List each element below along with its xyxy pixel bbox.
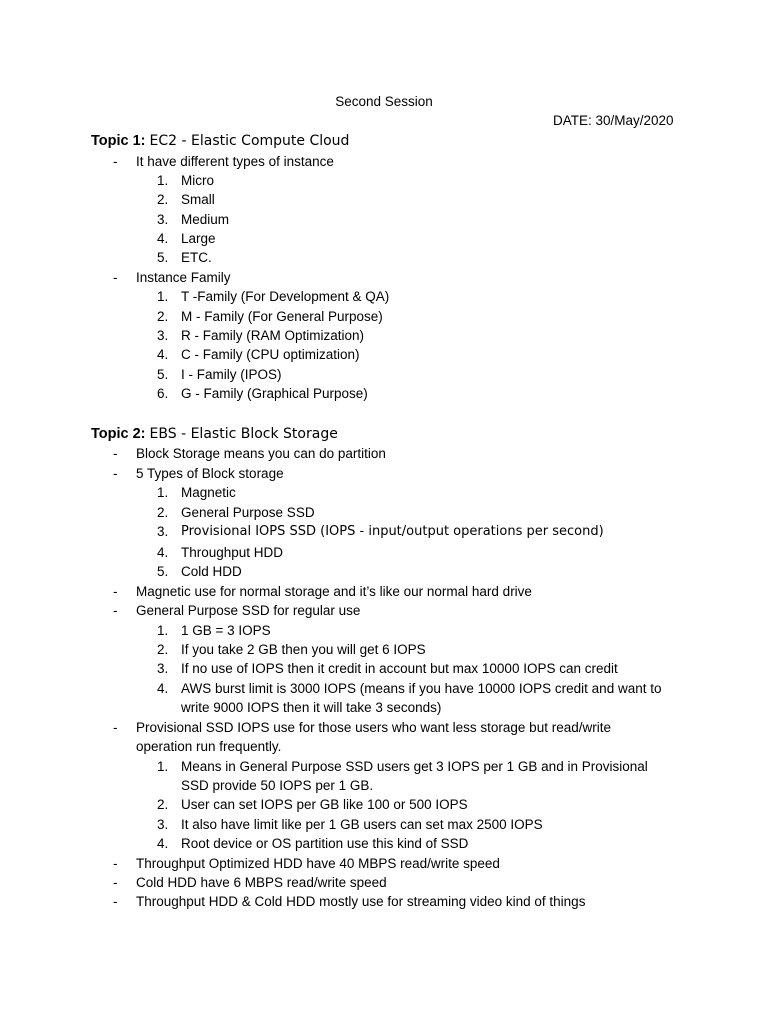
list-number: 4. <box>157 836 169 851</box>
session-date: DATE: 30/May/2020 <box>553 113 674 128</box>
bullet-text: General Purpose SSD for regular use <box>136 603 361 618</box>
list-number: 1. <box>157 289 169 304</box>
list-text: T -Family (For Development & QA) <box>181 289 390 304</box>
list-number: 3. <box>157 524 169 539</box>
bullet-text: Block Storage means you can do partition <box>136 446 386 461</box>
list-number: 4. <box>157 231 169 246</box>
list-number: 1. <box>157 485 169 500</box>
topic-2-heading <box>91 423 338 445</box>
bullet-dash: - <box>113 603 118 618</box>
list-number: 3. <box>157 328 169 343</box>
list-number: 2. <box>157 505 169 520</box>
list-number: 3. <box>157 817 169 832</box>
list-text: M - Family (For General Purpose) <box>181 309 383 324</box>
topic-1-label: Topic 1: <box>91 133 146 149</box>
bullet-dash: - <box>113 856 118 871</box>
list-text: Micro <box>181 173 214 188</box>
bullet-text: It have different types of instance <box>136 154 334 169</box>
topic-1-title: EC2 - Elastic Compute Cloud <box>149 133 350 149</box>
bullet-text: Provisional SSD IOPS use for those users who want less storage but read/write <box>136 720 611 735</box>
list-number: 2. <box>157 192 169 207</box>
list-number: 1. <box>157 759 169 774</box>
bullet-text: Throughput Optimized HDD have 40 MBPS read/write speed <box>136 856 500 871</box>
topic-2-title: EBS - Elastic Block Storage <box>149 426 338 442</box>
list-text: I - Family (IPOS) <box>181 367 282 382</box>
list-text: Large <box>181 231 216 246</box>
list-text: User can set IOPS per GB like 100 or 500 IOPS <box>181 797 468 812</box>
bullet-text: Throughput HDD & Cold HDD mostly use for streaming video kind of things <box>136 894 586 909</box>
list-text: write 9000 IOPS then it will take 3 seconds) <box>181 700 442 715</box>
topic-2-label: Topic 2: <box>91 426 146 442</box>
list-number: 5. <box>157 250 169 265</box>
list-text: It also have limit like per 1 GB users can set max 2500 IOPS <box>181 817 543 832</box>
list-text: Magnetic <box>181 485 236 500</box>
list-text: R - Family (RAM Optimization) <box>181 328 365 343</box>
list-text: Small <box>181 192 215 207</box>
list-text: Medium <box>181 212 230 227</box>
list-text: Means in General Purpose SSD users get 3 IOPS per 1 GB and in Provisional <box>181 759 648 774</box>
list-text: If you take 2 GB then you will get 6 IOPS <box>181 642 426 657</box>
list-number: 1. <box>157 173 169 188</box>
list-text: 1 GB = 3 IOPS <box>181 623 271 638</box>
bullet-text: operation run frequently. <box>136 739 282 754</box>
list-number: 2. <box>157 642 169 657</box>
list-number: 2. <box>157 309 169 324</box>
list-text: General Purpose SSD <box>181 505 315 520</box>
topic-1-heading <box>91 130 349 152</box>
bullet-dash: - <box>113 466 118 481</box>
list-text: If no use of IOPS then it credit in account but max 10000 IOPS can credit <box>181 661 618 676</box>
list-number: 4. <box>157 347 169 362</box>
list-number: 4. <box>157 681 169 696</box>
bullet-dash: - <box>113 894 118 909</box>
list-number: 2. <box>157 797 169 812</box>
list-number: 3. <box>157 661 169 676</box>
list-text: Cold HDD <box>181 564 242 579</box>
bullet-dash: - <box>113 720 118 735</box>
bullet-dash: - <box>113 875 118 890</box>
bullet-text: Cold HDD have 6 MBPS read/write speed <box>136 875 387 890</box>
bullet-dash: - <box>113 154 118 169</box>
bullet-text: Instance Family <box>136 270 231 285</box>
list-text: C - Family (CPU optimization) <box>181 347 360 362</box>
bullet-text: 5 Types of Block storage <box>136 466 284 481</box>
bullet-dash: - <box>113 270 118 285</box>
list-text: SSD provide 50 IOPS per 1 GB. <box>181 778 374 793</box>
session-title: Second Session <box>335 94 433 109</box>
list-text: ETC. <box>181 250 212 265</box>
bullet-text: Magnetic use for normal storage and it’s like our normal hard drive <box>136 584 532 599</box>
list-number: 5. <box>157 367 169 382</box>
list-text: G - Family (Graphical Purpose) <box>181 386 368 401</box>
list-number: 6. <box>157 386 169 401</box>
bullet-dash: - <box>113 446 118 461</box>
list-number: 1. <box>157 623 169 638</box>
list-text: Provisional IOPS SSD (IOPS - input/output operations per second) <box>181 524 604 539</box>
list-text: Throughput HDD <box>181 545 284 560</box>
list-text: Root device or OS partition use this kind of SSD <box>181 836 469 851</box>
list-number: 5. <box>157 564 169 579</box>
list-number: 3. <box>157 212 169 227</box>
list-text: AWS burst limit is 3000 IOPS (means if you have 10000 IOPS credit and want to <box>181 681 662 696</box>
list-number: 4. <box>157 545 169 560</box>
bullet-dash: - <box>113 584 118 599</box>
